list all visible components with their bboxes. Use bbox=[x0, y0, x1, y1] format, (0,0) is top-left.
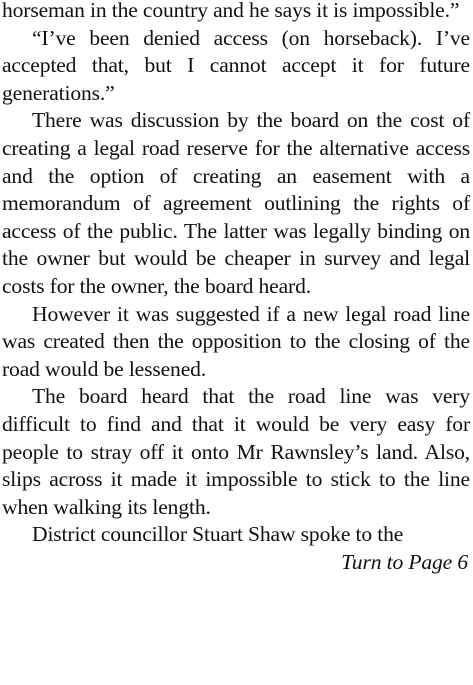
article-paragraph-4: However it was suggested if a new legal road line was created then the opposition to the closing of the road would be lessened. bbox=[2, 301, 470, 381]
article-paragraph-3: There was discussion by the board on the cost of creating a legal road reserve for the alternative access and the option of creating an easement with a memorandum of agreement outlining the rights of access of the public. The latter was legally binding on the owner but would be cheaper in survey and legal costs for the owner, the board heard. bbox=[2, 108, 470, 298]
article-paragraph-5: The board heard that the road line was very difficult to find and that it would be very easy for people to stray off it onto Mr Rawnsley’s land. Also, slips across it made it impossible to stick to the line when walking its length. bbox=[2, 384, 470, 519]
article-paragraph-6: District councillor Stuart Shaw spoke to the bbox=[32, 522, 404, 547]
article-paragraph-1: horseman in the country and he says it is impossible.” bbox=[2, 0, 460, 22]
article-paragraph-2: “I’ve been denied access (on horseback). I’ve accepted that, but I cannot accept it for future generations.” bbox=[2, 25, 470, 105]
continuation-jump-line: Turn to Page 6 bbox=[341, 549, 468, 574]
